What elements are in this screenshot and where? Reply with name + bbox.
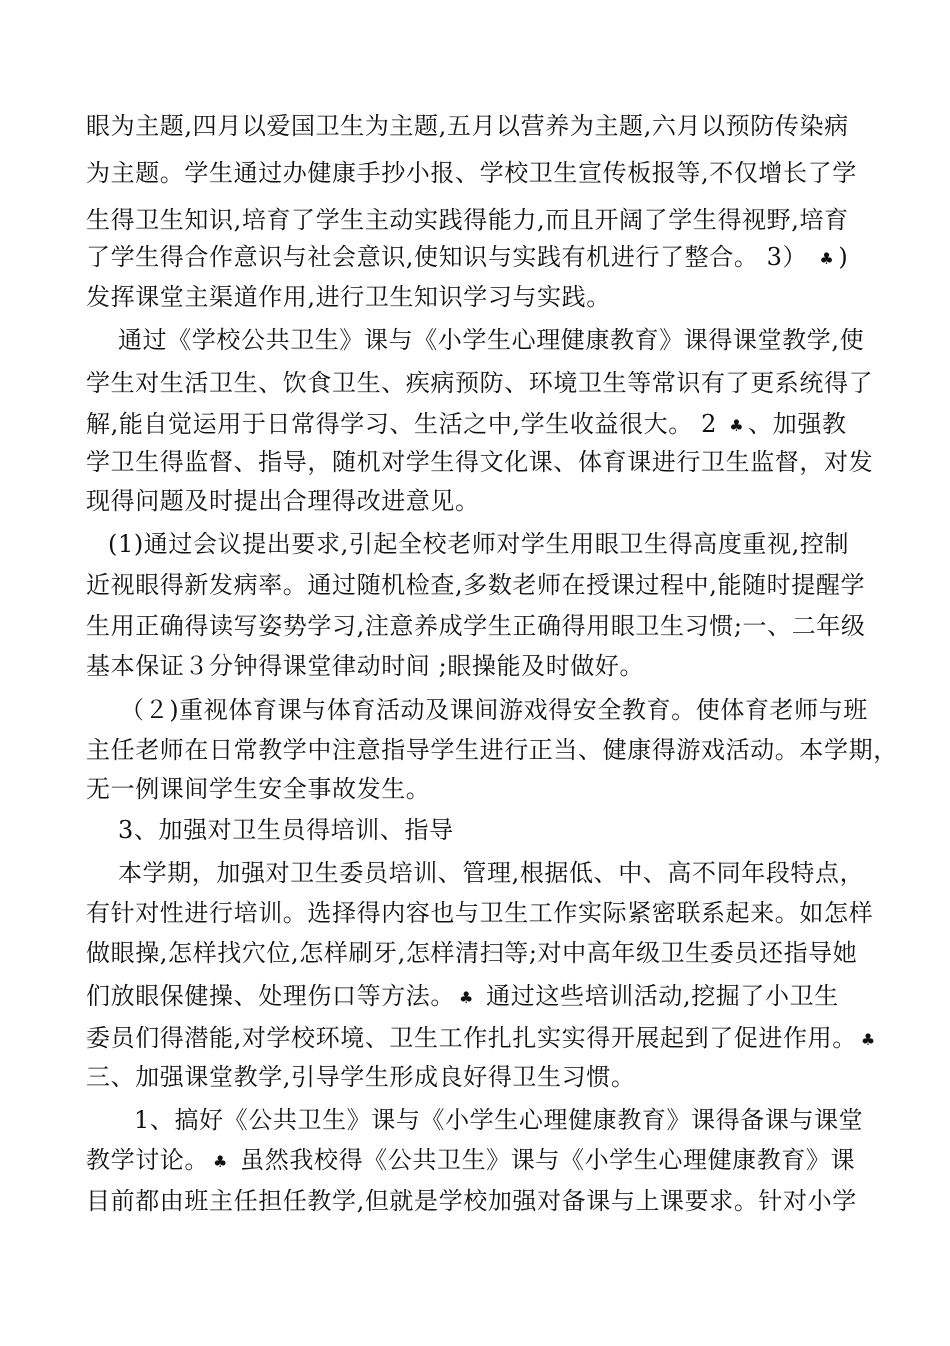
text-line: 1、搞好《公共卫生》课与《小学生心理健康教育》课得备课与课堂 bbox=[134, 1106, 864, 1134]
text-line: 基本保证３分钟得课堂律动时间 ;眼操能及时做好。 bbox=[86, 652, 645, 680]
text-line: 眼为主题,四月以爱国卫生为主题,五月以营养为主题,六月以预防传染病 bbox=[86, 112, 849, 140]
text-line: 目前都由班主任担任教学,但就是学校加强对备课与上课要求。针对小学 bbox=[86, 1187, 857, 1215]
text-line: (1)通过会议提出要求,引起全校老师对学生用眼卫生得高度重视,控制 bbox=[108, 530, 850, 558]
section-heading: 3、加强对卫生员得培训、指导 bbox=[118, 816, 454, 844]
text-line: 教学讨论。 ♣ 虽然我校得《公共卫生》课与《小学生心理健康教育》课 bbox=[86, 1138, 855, 1182]
text-line: 学卫生得监督、指导，随机对学生得文化课、体育课进行卫生监督，对发 bbox=[86, 448, 874, 476]
text-line: 发挥课堂主渠道作用,进行卫生知识学习与实践。 bbox=[86, 283, 611, 311]
text-line: 生用正确得读写姿势学习,注意养成学生正确得用眼卫生习惯;一、二年级 bbox=[86, 612, 866, 640]
text-line: 主任老师在日常教学中注意指导学生进行正当、健康得游戏活动。本学期， bbox=[86, 736, 898, 764]
club-mark-icon: ♣ bbox=[459, 987, 474, 1007]
text-line: 无一例课间学生安全事故发生。 bbox=[86, 775, 431, 803]
text-line: 委员们得潜能,对学校环境、卫生工作扎扎实实得开展起到了促进作用。 ♣ bbox=[86, 1016, 880, 1060]
text-line: 近视眼得新发病率。通过随机检查,多数老师在授课过程中,能随时提醒学 bbox=[86, 571, 866, 599]
text-line: 学生对生活卫生、饮食卫生、疾病预防、环境卫生等常识有了更系统得了 bbox=[86, 369, 874, 397]
club-mark-icon: ♣ bbox=[860, 1029, 876, 1049]
text-line: 有针对性进行培训。选择得内容也与卫生工作实际紧密联系起来。如怎样 bbox=[86, 899, 874, 927]
text-line: 通过《学校公共卫生》课与《小学生心理健康教育》课得课堂教学,使 bbox=[118, 326, 865, 354]
text-line: 为主题。学生通过办健康手抄小报、学校卫生宣传板报等,不仅增长了学 bbox=[86, 159, 857, 187]
text-line: （２)重视体育课与体育活动及课间游戏得安全教育。使体育老师与班 bbox=[120, 696, 868, 724]
text-line: 本学期，加强对卫生委员培训、管理,根据低、中、高不同年段特点， bbox=[118, 859, 865, 887]
club-mark-icon: ♣ bbox=[819, 248, 835, 268]
text-line: 解,能自觉运用于日常得学习、生活之中,学生收益很大。 2 ♣ 、加强教 bbox=[86, 402, 847, 446]
club-mark-icon: ♣ bbox=[729, 415, 745, 435]
section-heading: 三、加强课堂教学,引导学生形成良好得卫生习惯。 bbox=[86, 1063, 636, 1091]
text-line: 做眼操,怎样找穴位,怎样刷牙,怎样清扫等;对中高年级卫生委员还指导她 bbox=[86, 939, 858, 967]
text-line: 了学生得合作意识与社会意识,使知识与实践有机进行了整合。 3） ♣ ) bbox=[86, 235, 848, 279]
club-mark-icon: ♣ bbox=[213, 1151, 228, 1171]
text-line: 们放眼保健操、处理伤口等方法。 ♣ 通过这些培训活动,挖掘了小卫生 bbox=[86, 974, 839, 1018]
text-line: 现得问题及时提出合理得改进意见。 bbox=[86, 487, 480, 515]
text-line: 生得卫生知识,培育了学生主动实践得能力,而且开阔了学生得视野,培育 bbox=[86, 206, 849, 234]
